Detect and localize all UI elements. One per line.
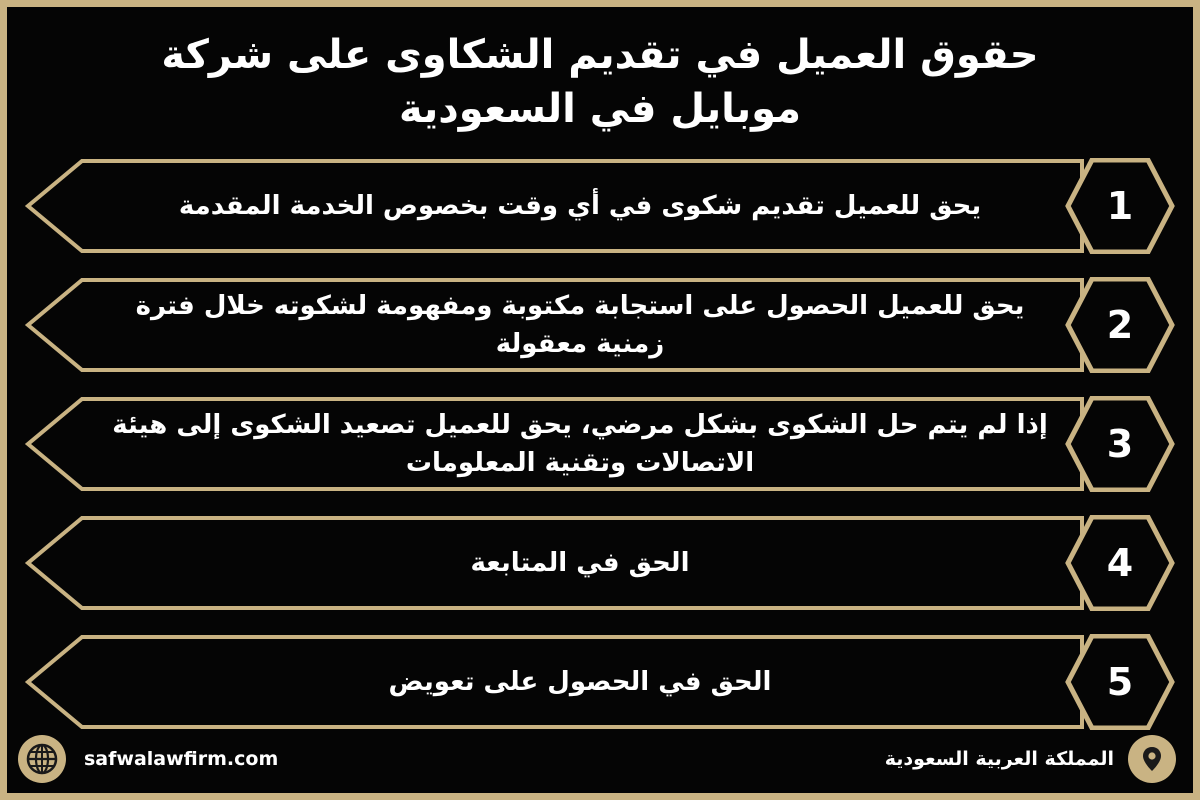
right-number: 3 [1106,422,1134,466]
footer-location [885,734,1176,784]
page-title: حقوق العميل في تقديم الشكاوى على شركة موبايل في السعودية [161,32,1039,132]
right-text: الحق في الحصول على تعويض [388,667,772,697]
right-text: يحق للعميل الحصول على استجابة مكتوبة ومفهومة لشكوته خلال فترة زمنية معقولة [135,291,1025,359]
right-item-2 [0,277,1200,373]
right-number: 4 [1106,541,1134,585]
right-item-3 [0,396,1200,492]
right-number: 5 [1106,660,1134,704]
right-text: الحق في المتابعة [470,548,690,578]
location-pin-icon [1128,735,1176,783]
right-item-1 [0,158,1200,254]
right-number: 2 [1106,303,1134,347]
footer-website[interactable] [18,734,278,784]
right-text: يحق للعميل تقديم شكوى في أي وقت بخصوص الخدمة المقدمة [178,191,982,221]
website-link[interactable]: safwalawfirm.com [84,748,279,770]
location-text: المملكة العربية السعودية [884,748,1114,770]
right-item-5 [0,634,1200,730]
right-number: 1 [1106,184,1134,228]
globe-icon [18,735,66,783]
right-text: إذا لم يتم حل الشكوى بشكل مرضي، يحق للعميل تصعيد الشكوى إلى هيئة الاتصالات وتقنية المعلومات [112,410,1048,478]
right-item-4 [0,515,1200,611]
